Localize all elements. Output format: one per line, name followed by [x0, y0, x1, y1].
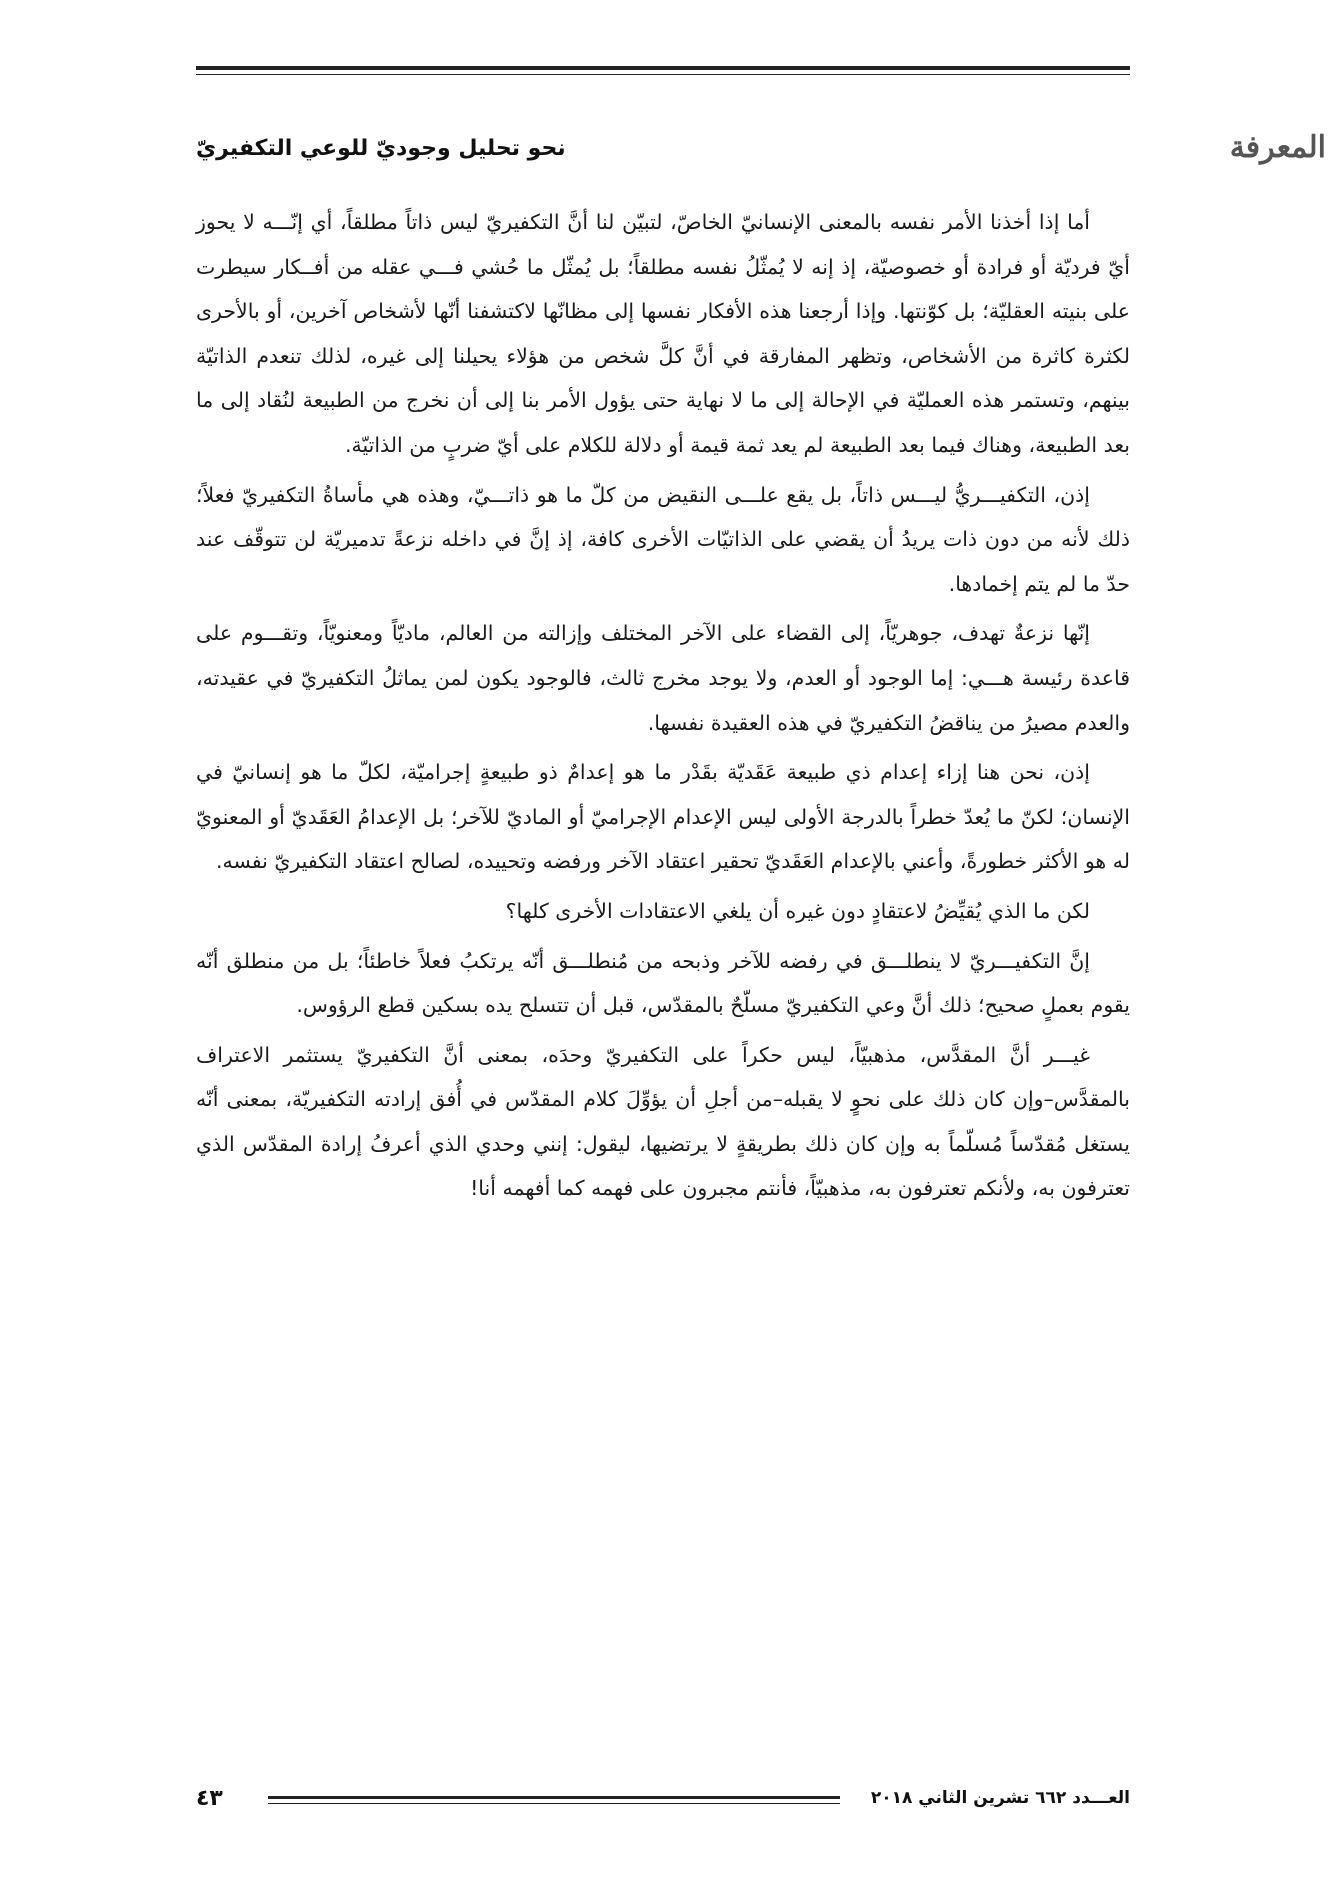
- paragraph: غيـــر أنَّ المقدَّس، مذهبيّاً، ليس حكراً على التكفيريّ وحدَه، بمعنى أنَّ التكفيريّ يستثمر الاعتراف بالمقدَّس–وإن كان ذلك على نحوٍ لا يقبله–من أجلِ أن يؤوِّلَ كلام المقدّس في أُفق إرادته التكفيريّة، بمعنى أنّه يستغل مُقدّساً مُسلّماً به وإن كان ذلك بطريقةٍ لا يرتضيها، ليقول: إنني وحدي الذي أعرفُ إرادة المقدّس الذي تعترفون به، ولأنكم تعترفون به، مذهبيّاً، فأنتم مجبرون على فهمه كما أفهمه أنا!: [196, 1042, 1130, 1201]
- running-header: [196, 118, 1326, 178]
- page-number: ٤٣: [196, 1786, 223, 1811]
- paragraph: إذن، التكفيـــريُّ ليـــس ذاتاً، بل يقع علـــى النقيض من كلّ ما هو ذاتـــيّ، وهذه هي مأساةُ التكفيريّ فعلاً؛ ذلك لأنه من دون ذات يريدُ أن يقضي على الذاتيّات الأخرى كافة، إذ إنَّ في داخله نزعةً تدميريّة لن تتوقّف عند حدّ ما لم يتم إخمادها.: [196, 482, 1130, 596]
- header-rule-thin: [196, 74, 1130, 75]
- paragraph: إنّها نزعةٌ تهدف، جوهريّاً، إلى القضاء على الآخر المختلف وإزالته من العالم، ماديّاً ومعنويّاً، وتقـــوم على قاعدة رئيسة هـــي: إما الوجود أو العدم، ولا يوجد مخرج ثالث، فالوجود يكون لمن يماثلُ التكفيريّ في عقيدته، والعدم مصيرُ من يناقضُ التكفيريّ في هذه العقيدة نفسها.: [196, 621, 1130, 735]
- paragraph: إذن، نحن هنا إزاء إعدام ذي طبيعة عَقَديّة بقَدْر ما هو إعدامٌ ذو طبيعةٍ إجراميّة، لكلّ ما هو إنسانيّ في الإنسان؛ لكنّ ما يُعدّ خطراً بالدرجة الأولى ليس الإعدام الإجراميّ أو الماديّ للآخر؛ بل الإعدامُ العَقَديّ أو المعنويّ له هو الأكثر خطورةً، وأعني بالإعدام العَقَديّ تحقير اعتقاد الآخر ورفضه وتحييده، لصالح اعتقاد التكفيريّ نفسه.: [196, 760, 1130, 874]
- page-footer: [196, 1788, 1130, 1828]
- paragraph: أما إذا أخذنا الأمر نفسه بالمعنى الإنسانيّ الخاصّ، لتبيّن لنا أنَّ التكفيريّ ليس ذاتاً مطلقاً، أي إنّـــه لا يحوز أيّ فرديّة أو فرادة أو خصوصيّة، إذ إنه لا يُمثّلُ نفسه مطلقاً؛ بل يُمثّل ما حُشي فـــي عقله من أفــكار سيطرت على بنيته العقليّة؛ بل كوّنتها. وإذا أرجعنا هذه الأفكار نفسها إلى مظانّها لاكتشفنا أنّها لأشخاص آخرين، أو بالأحرى لكثرة كاثرة من الأشخاص، وتظهر المفارقة في أنَّ كلَّ شخص من هؤلاء يحيلنا إلى غيره، لذلك تنعدم الذاتيّة بينهم، وتستمر هذه العمليّة في الإحالة إلى ما لا نهاية حتى يؤول الأمر بنا إلى أن نخرج من الطبيعة لنُقاد إلى ما بعد الطبيعة، وهناك فيما بعد الطبيعة لم يعد ثمة قيمة أو دلالة للكلام على أيّ ضربٍ من الذاتيّة.: [196, 210, 1130, 457]
- article-title: نحو تحليل وجوديّ للوعي التكفيريّ: [196, 136, 566, 161]
- paragraph: لكن ما الذي يُقيِّضُ لاعتقادٍ دون غيره أن يلغي الاعتقادات الأخرى كلها؟: [505, 898, 1090, 923]
- footer-rule: [268, 1796, 840, 1808]
- article-body: [196, 200, 1130, 1216]
- issue-info: العـــدد ٦٦٢ تشرين الثاني ٢٠١٨: [870, 1788, 1130, 1808]
- header-rule: [196, 66, 1130, 70]
- paragraph: إنَّ التكفيـــريّ لا ينطلـــق في رفضه للآخر وذبحه من مُنطلـــق أنّه يرتكبُ فعلاً خاطئاً؛ بل من منطلق أنّه يقوم بعملٍ صحيح؛ ذلك أنَّ وعي التكفيريّ مسلّحٌ بالمقدّس، قبل أن تتسلح يده بسكين قطع الرؤوس.: [196, 948, 1130, 1018]
- journal-logo: المعرفة: [1229, 130, 1326, 165]
